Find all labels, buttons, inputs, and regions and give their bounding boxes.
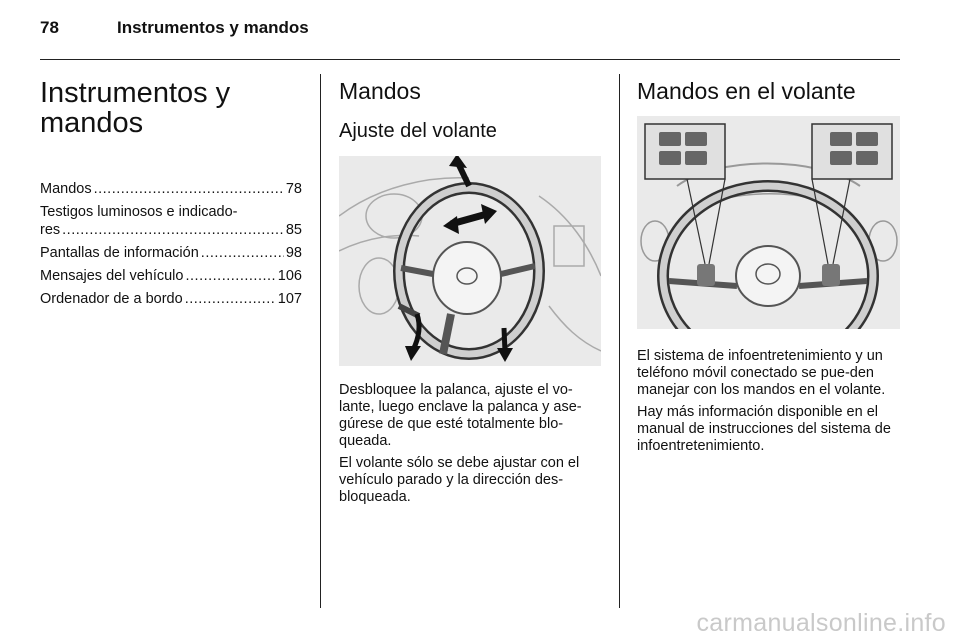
toc-entry-page: 85 bbox=[285, 222, 302, 238]
chapter-title-line-1: Instrumentos y bbox=[40, 77, 231, 109]
toc-entry-label: Ordenador de a bordo bbox=[40, 291, 183, 307]
toc-entry-label: Mandos bbox=[40, 181, 92, 197]
steering-wheel-controls-illustration bbox=[637, 116, 900, 329]
toc-entry-label: Pantallas de información bbox=[40, 245, 199, 261]
subsection-title-ajuste: Ajuste del volante bbox=[339, 120, 497, 142]
toc-leader bbox=[185, 267, 275, 285]
toc-entry-page: 98 bbox=[285, 245, 302, 261]
toc-entry-page: 78 bbox=[285, 181, 302, 197]
toc-leader bbox=[185, 290, 276, 308]
column-toc bbox=[40, 72, 302, 313]
header-title: Instrumentos y mandos bbox=[117, 18, 309, 37]
header-rule bbox=[40, 59, 900, 60]
mandos-paragraph-2: El volante sólo se debe ajustar con el vehículo parado y la dirección des-bloqueada. bbox=[339, 455, 580, 505]
watermark: carmanualsonline.info bbox=[696, 609, 946, 637]
toc-entry-ordenador[interactable] bbox=[40, 290, 302, 308]
toc-leader bbox=[201, 244, 284, 262]
section-title-mandos: Mandos bbox=[339, 78, 421, 104]
page-number: 78 bbox=[40, 18, 59, 37]
toc-entry-label: Mensajes del vehículo bbox=[40, 268, 184, 284]
toc-entry-mandos[interactable] bbox=[40, 180, 302, 198]
steering-wheel-controls-drawing bbox=[637, 116, 900, 329]
column-mandos bbox=[339, 72, 601, 511]
toc-entry-label: res bbox=[40, 222, 61, 238]
column-divider-2 bbox=[619, 74, 620, 608]
column-divider-1 bbox=[320, 74, 321, 608]
table-of-contents bbox=[40, 180, 302, 308]
chapter-title-line-2: mandos bbox=[40, 107, 144, 139]
steering-adjustment-drawing bbox=[339, 156, 601, 366]
steering-adjustment-illustration bbox=[339, 156, 601, 366]
toc-entry-testigos[interactable] bbox=[40, 203, 302, 239]
column-volante bbox=[637, 72, 900, 460]
toc-leader bbox=[62, 221, 284, 239]
mandos-paragraph-1: Desbloquee la palanca, ajuste el vo-lante, luego enclave la palanca y ase-gúrese de que esté totalmente blo-queada. bbox=[339, 382, 582, 449]
toc-entry-mensajes[interactable] bbox=[40, 267, 302, 285]
toc-entry-pantallas[interactable] bbox=[40, 244, 302, 262]
toc-leader bbox=[94, 180, 284, 198]
volante-paragraph-2: Hay más información disponible en el manual de instrucciones del sistema de infoentretenimiento. bbox=[637, 404, 891, 454]
section-title-volante: Mandos en el volante bbox=[637, 78, 856, 104]
volante-paragraph-1: El sistema de infoentretenimiento y un teléfono móvil conectado se pue-den manejar con los mandos en el volante. bbox=[637, 348, 886, 398]
toc-entry-label: Testigos luminosos e indicado- bbox=[40, 204, 238, 220]
chapter-title bbox=[40, 78, 302, 138]
toc-entry-page: 107 bbox=[277, 291, 302, 307]
toc-entry-page: 106 bbox=[277, 268, 302, 284]
